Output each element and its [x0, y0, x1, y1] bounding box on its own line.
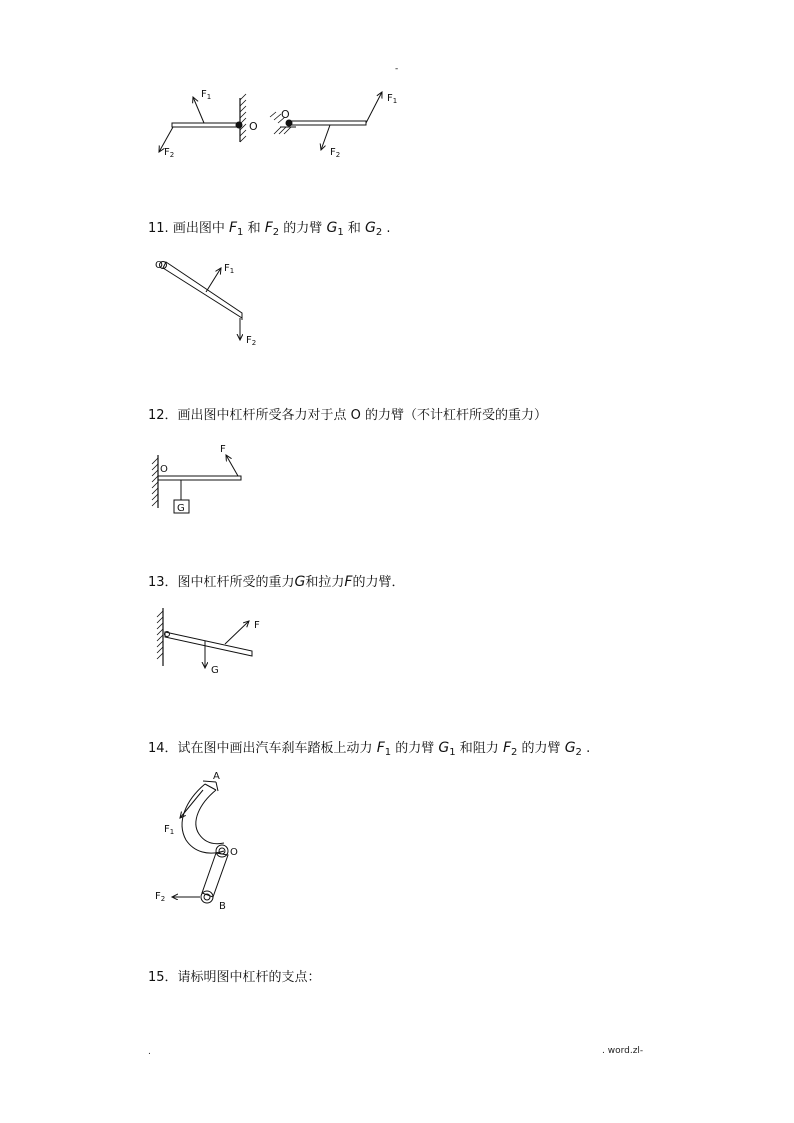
- fig11-o-label: O: [155, 260, 163, 271]
- footer-source: . word.zl-: [602, 1046, 644, 1056]
- q11-text-1: 画出图中: [172, 221, 225, 236]
- q13-f: F: [344, 574, 353, 590]
- fig12-f-label: F: [220, 444, 226, 455]
- q14-text-4: 的力臂: [521, 741, 561, 756]
- fig10-right-f2-label: $F_2$: [330, 147, 341, 159]
- question-15: 15．请标明图中杠杆的支点：: [148, 970, 321, 985]
- q13-g: G: [294, 574, 306, 590]
- fig11-f2-label: $F_2$: [246, 335, 257, 347]
- q14-text-3: 和阻力: [459, 741, 499, 756]
- fig12-g-label: G: [177, 503, 185, 514]
- fig10-left-f2-label: $F_2$: [164, 147, 175, 159]
- q11-and-1: 和: [247, 221, 261, 236]
- q13-text-1: 13．图中杠杆所受的重力: [148, 575, 295, 590]
- fig14-a-label: A: [213, 771, 220, 782]
- fig14-f2-label: $F_2$: [155, 891, 166, 903]
- fig10-left-f1-label: $F_1$: [201, 89, 212, 101]
- q14-text-2: 的力臂: [395, 741, 435, 756]
- q11-f1: $F_1$: [228, 220, 244, 238]
- q11-number: 11: [148, 221, 165, 236]
- fig11-f1-label: $F_1$: [224, 263, 235, 275]
- fig13-g-label: G: [211, 665, 219, 676]
- fig12-o-label: O: [160, 464, 168, 475]
- q14-end: .: [586, 741, 591, 756]
- q14-g1: $G_1$: [438, 740, 456, 758]
- q13-text-3: 的力臂．: [352, 575, 405, 590]
- q11-dot: .: [164, 221, 169, 236]
- q14-g2: $G_2$: [564, 740, 582, 758]
- question-12: 12．画出图中杠杆所受各力对于点 O 的力臂（不计杠杆所受的重力）: [148, 408, 548, 423]
- q11-f2: $F_2$: [264, 220, 280, 238]
- q14-text-1: 14．试在图中画出汽车刹车踏板上动力: [148, 741, 373, 756]
- q13-text-2: 和拉力: [305, 575, 345, 590]
- fig10-right-o-label: O: [281, 108, 290, 121]
- q11-end: .: [386, 221, 391, 236]
- q11-text-2: 的力臂: [283, 221, 323, 236]
- q11-and-2: 和: [347, 221, 361, 236]
- fig10-left-o-label: O: [249, 120, 258, 133]
- fig14-f1-label: $F_1$: [164, 824, 175, 836]
- q14-f1: $F_1$: [376, 740, 392, 758]
- fig10-right-f1-label: $F_1$: [387, 93, 398, 105]
- footer-left-mark: .: [148, 1047, 151, 1057]
- fig13-f-label: F: [254, 620, 260, 631]
- q11-g2: $G_2$: [364, 220, 383, 238]
- top-mark: -: [395, 64, 399, 74]
- q11-g1: $G_1$: [326, 220, 344, 238]
- fig14-b-label: B: [219, 901, 226, 912]
- q14-f2: $F_2$: [502, 740, 518, 758]
- fig14-o-label: O: [230, 847, 238, 858]
